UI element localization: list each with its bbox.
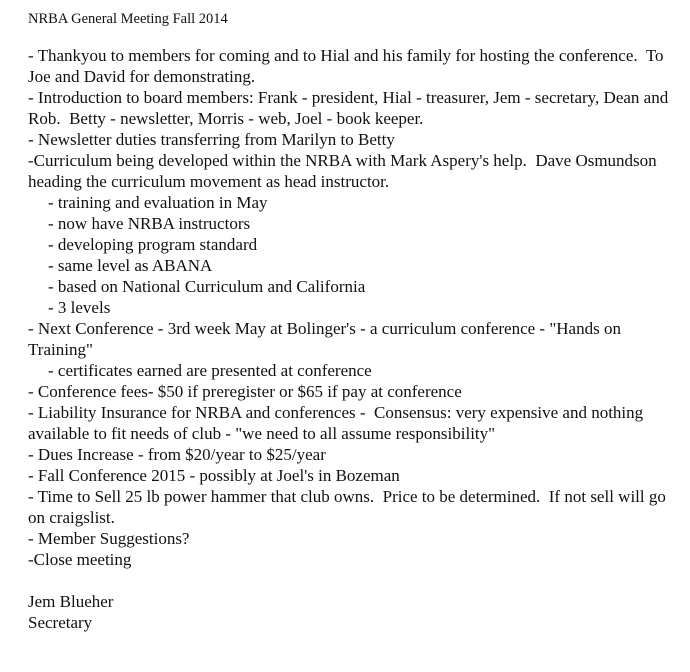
note-item: - Conference fees- $50 if preregister or $65 if pay at conference: [28, 382, 462, 401]
note-subitem: - training and evaluation in May: [48, 193, 268, 212]
note-item: - Time to Sell 25 lb power hammer that club owns. Price to be determined. If not sell will go on craigslist.: [28, 487, 671, 527]
note-item: - Thankyou to members for coming and to Hial and his family for hosting the conference. To Joe and David for demonstrating.: [28, 46, 668, 86]
document-title: NRBA General Meeting Fall 2014: [28, 11, 228, 27]
note-item: - Member Suggestions?: [28, 529, 190, 548]
meeting-notes: [28, 45, 678, 570]
note-item: -Close meeting: [28, 550, 132, 569]
note-item: - Newsletter duties transferring from Marilyn to Betty: [28, 130, 395, 149]
note-item: - Fall Conference 2015 - possibly at Joel's in Bozeman: [28, 466, 400, 485]
note-item: -Curriculum being developed within the NRBA with Mark Aspery's help. Dave Osmundson heading the curriculum movement as head instructor.: [28, 151, 661, 191]
note-subitem: - 3 levels: [48, 298, 111, 317]
note-item: - Introduction to board members: Frank - president, Hial - treasurer, Jem - secretary, Dean and Rob. Betty - newsletter, Morris - web, Joel - book keeper.: [28, 88, 673, 128]
signature-role: Secretary: [28, 613, 93, 632]
note-subitem: - developing program standard: [48, 235, 258, 254]
note-subitem: - now have NRBA instructors: [48, 214, 251, 233]
signature-block: [28, 591, 690, 633]
note-item: - Dues Increase - from $20/year to $25/year: [28, 445, 326, 464]
signature-name: Jem Blueher: [28, 592, 114, 611]
note-item: - Next Conference - 3rd week May at Bolinger's - a curriculum conference - "Hands on Training": [28, 319, 625, 359]
note-item: - Liability Insurance for NRBA and conferences - Consensus: very expensive and nothing available to fit needs of club - "we need to all assume responsibility": [28, 403, 648, 443]
note-subitem: - based on National Curriculum and California: [48, 277, 366, 296]
note-subitem: - certificates earned are presented at conference: [48, 361, 372, 380]
note-subitem: - same level as ABANA: [48, 256, 213, 275]
